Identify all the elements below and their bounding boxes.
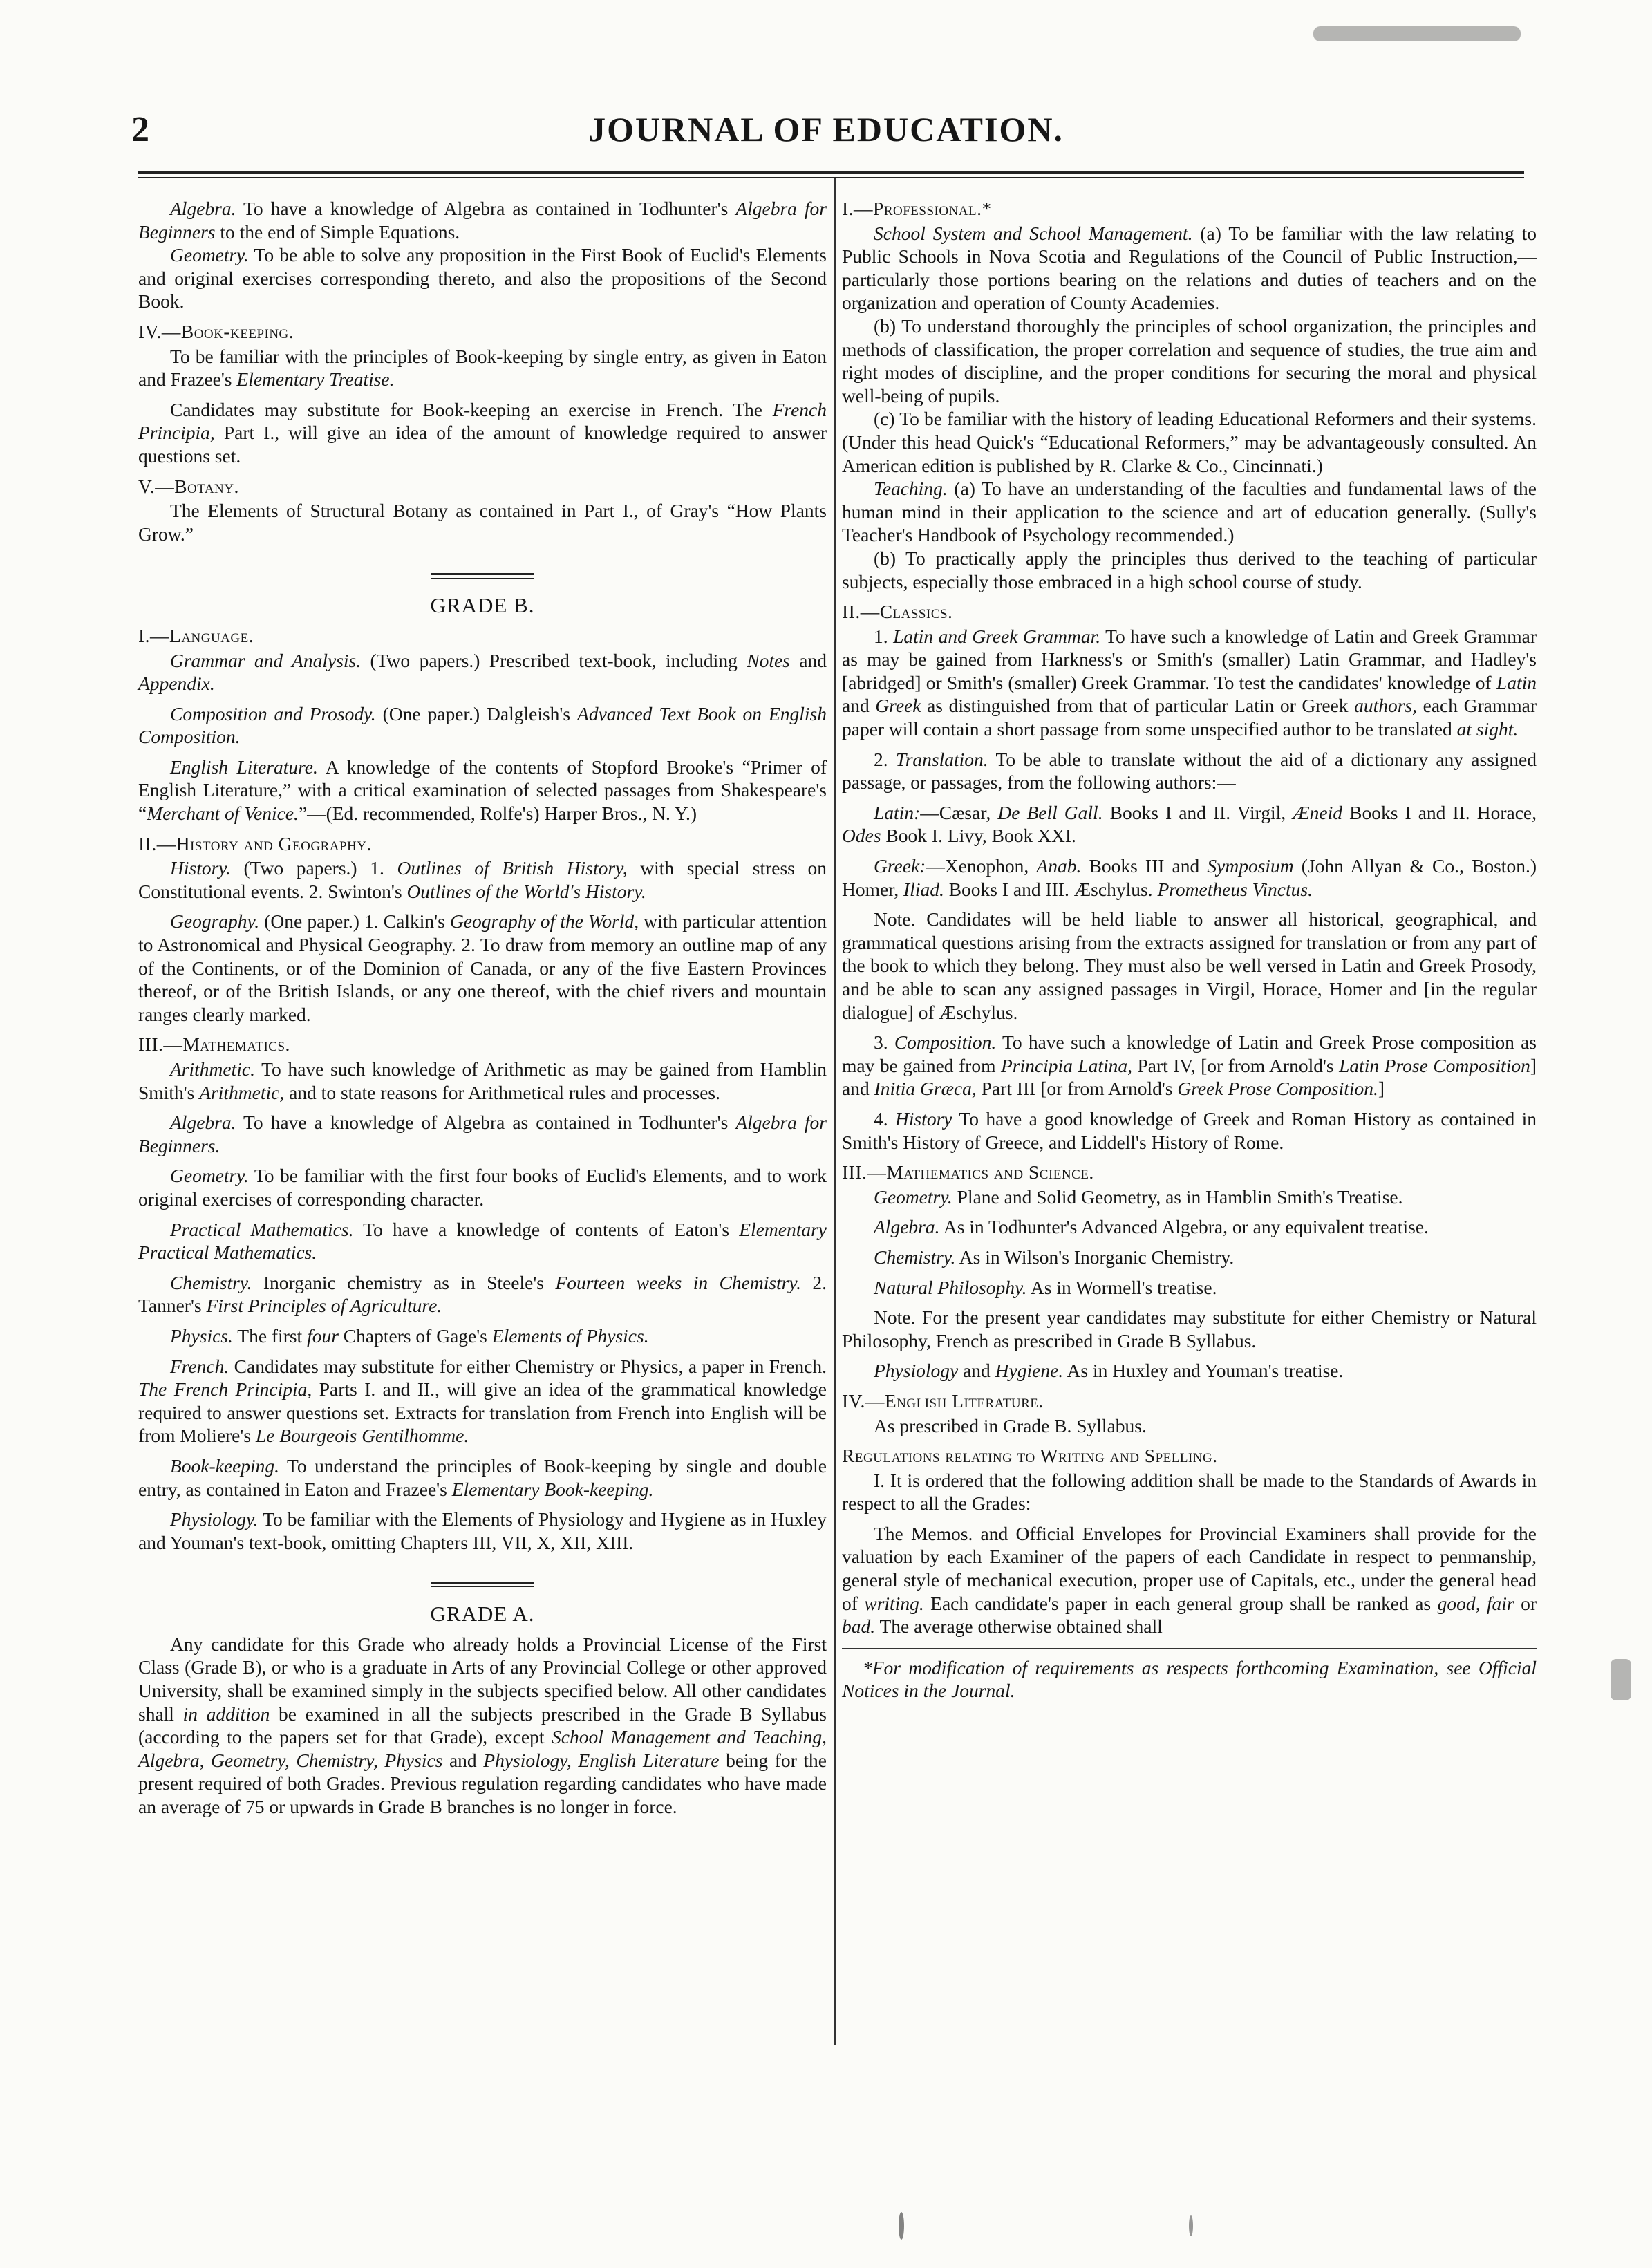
history-paragraph: History. (Two papers.) 1. Outlines of British History, with special stress on Constitutional events. 2. Swinton's Outlines of the World's History. [138, 857, 827, 902]
grammar-paragraph: Grammar and Analysis. (Two papers.) Prescribed text-book, including Notes and Appendix. [138, 649, 827, 695]
history-geography-heading: II.—History and Geography. [138, 832, 372, 854]
botany-paragraph: The Elements of Structural Botany as contained in Part I., of Gray's “How Plants Grow.” [138, 500, 827, 545]
algebra-a-paragraph: Algebra. As in Todhunter's Advanced Algebra, or any equivalent treatise. [874, 1216, 1429, 1238]
bookkeeping-b-paragraph: Book-keeping. To understand the principles of Book-keeping by single and double entry, as contained in Eaton and Frazee's Elementary Book-keeping. [138, 1454, 827, 1500]
left-column [138, 197, 827, 1819]
school-management-b: (b) To understand thoroughly the principles of school organization, the principles and methods of classification, the proper correlation and sequence of studies, the true aim and right modes of discipline, and the proper conditions for securing the moral and physical well-being of pupils. [842, 315, 1537, 406]
geometry-paragraph: Geometry. To be able to solve any proposition in the First Book of Euclid's Elements and original exercises corresponding thereto, and also the propositions of the Second Book. [138, 244, 827, 312]
section-separator [431, 573, 534, 579]
journal-title: JOURNAL OF EDUCATION. [588, 110, 1064, 149]
scan-speck [1313, 26, 1521, 41]
arithmetic-paragraph: Arithmetic. To have such knowledge of Arithmetic as may be gained from Hamblin Smith's Arithmetic, and to state reasons for Arithmetical rules and processes. [138, 1058, 827, 1103]
english-literature-paragraph: English Literature. A knowledge of the contents of Stopford Brooke's “Primer of English Literature,” with a critical examination of selected passages from Shakespeare's “Merchant of Venice.”—(Ed. recommended, Rolfe's) Harper Bros., N. Y.) [138, 756, 827, 825]
algebra-b-paragraph: Algebra. To have a knowledge of Algebra as contained in Todhunter's Algebra for Beginners. [138, 1112, 827, 1156]
grade-a-title: GRADE A. [430, 1602, 535, 1627]
professional-heading: I.—Professional.* [842, 198, 992, 219]
right-column [842, 197, 1537, 1703]
math-science-heading: III.—Mathematics and Science. [842, 1161, 1094, 1183]
teaching-b: (b) To practically apply the principles thus derived to the teaching of particular subjects, especially those embraced in a high school course of study. [842, 547, 1537, 592]
physiology-a-paragraph: Physiology and Hygiene. As in Huxley and Youman's treatise. [874, 1360, 1344, 1382]
grade-b-title: GRADE B. [430, 593, 535, 618]
grammar-paragraph: 1. Latin and Greek Grammar. To have such a knowledge of Latin and Greek Grammar as may be gained from Harkness's or Smith's (smaller) Latin Grammar, and Hadley's [abridged] or Smith's (smaller) Greek Grammar. To test the candidates' knowledge of Latin and Greek as distinguished from that of particular Latin or Greek authors, each Grammar paper will contain a short passage from some unspecified author to be translated at sight. [842, 625, 1537, 740]
geometry-a-paragraph: Geometry. Plane and Solid Geometry, as in Hamblin Smith's Treatise. [874, 1185, 1403, 1208]
page-number: 2 [131, 110, 149, 149]
english-literature-paragraph: As prescribed in Grade B. Syllabus. [874, 1414, 1147, 1436]
physiology-paragraph: Physiology. To be familiar with the Elements of Physiology and Hygiene as in Huxley and Youman's text-book, omitting Chapters III, VII, X, XII, XIII. [138, 1508, 827, 1553]
header-rule [138, 171, 1524, 174]
bookkeeping-heading: IV.—Book-keeping. [138, 320, 294, 342]
composition-paragraph: Composition and Prosody. (One paper.) Dalgleish's Advanced Text Book on English Composition. [138, 702, 827, 748]
chemistry-a-paragraph: Chemistry. As in Wilson's Inorganic Chemistry. [874, 1246, 1235, 1268]
history-paragraph: 4. History To have a good knowledge of Greek and Roman History as contained in Smith's History of Greece, and Liddell's History of Rome. [842, 1107, 1537, 1153]
bookkeeping-paragraph: To be familiar with the principles of Book-keeping by single entry, as given in Eaton and Frazee's Elementary Treatise. [138, 345, 827, 391]
bookkeeping-french-paragraph: Candidates may substitute for Book-keeping an exercise in French. The French Principia, Part I., will give an idea of the amount of knowledge required to answer questions set. [138, 398, 827, 467]
school-management-c: (c) To be familiar with the history of leading Educational Reformers and their systems. (Under this head Quick's “Educational Reformers,” may be advantageously consulted. An American edition is published by R. Clarke & Co., Cincinnati.) [842, 408, 1537, 476]
science-note-paragraph: Note. For the present year candidates may substitute for either Chemistry or Natural Philosophy, French as prescribed in Grade B Syllabus. [842, 1306, 1537, 1351]
practical-math-paragraph: Practical Mathematics. To have a knowledge of contents of Eaton's Elementary Practical Mathematics. [138, 1218, 827, 1264]
scan-speck [1611, 1659, 1631, 1700]
latin-authors-paragraph: Latin:—Cæsar, De Bell Gall. Books I and II. Virgil, Æneid Books I and II. Horace, Odes Book I. Livy, Book XXI. [842, 801, 1537, 847]
geography-paragraph: Geography. (One paper.) 1. Calkin's Geography of the World, with particular attention to Astronomical and Physical Geography. 2. To draw from memory an outline map of any of the Continents, or of the Dominion of Canada, or any of the five Eastern Provinces thereof, or of the British Islands, or any one thereof, with the chief rivers and mountain ranges clearly marked. [138, 910, 827, 1025]
geometry-b-paragraph: Geometry. To be familiar with the first four books of Euclid's Elements, and to work original exercises of corresponding character. [138, 1165, 827, 1210]
grade-a-paragraph: Any candidate for this Grade who already holds a Provincial License of the First Class (Grade B), or who is a graduate in Arts of any Provincial College or other approved University, shall be examined simply in the subjects specified below. All other candidates shall in addition be examined in all the subjects prescribed in the Grade B Syllabus (according to the papers set for that Grade), except School Management and Teaching, Algebra, Geometry, Chemistry, Physics and Physiology, English Literature being for the present required of both Grades. Previous regulation regarding candidates who have made an average of 75 or upwards in Grade B branches is no longer in force. [138, 1633, 827, 1818]
footnote: *For modification of requirements as respects forthcoming Examination, see Official Notices in the Journal. [842, 1648, 1537, 1703]
regulations-paragraph-2: The Memos. and Official Envelopes for Provincial Examiners shall provide for the valuation by each Examiner of the papers of each Candidate in respect to penmanship, general style of mechanical execution, proper use of Capitals, etc., under the general head of writing. Each candidate's paper in each general group shall be ranked as good, fair or bad. The average otherwise obtained shall [842, 1522, 1537, 1638]
french-paragraph: French. Candidates may substitute for either Chemistry or Physics, a paper in French. The French Principia, Parts I. and II., will give an idea of the grammatical knowledge required to answer questions set. Extracts for translation from French into English will be from Moliere's Le Bourgeois Gentilhomme. [138, 1355, 827, 1447]
section-separator [431, 1582, 534, 1587]
language-heading: I.—Language. [138, 624, 254, 646]
regulations-heading: Regulations relating to Writing and Spelling. [842, 1445, 1218, 1467]
english-literature-heading: IV.—English Literature. [842, 1389, 1044, 1412]
translation-paragraph: 2. Translation. To be able to translate without the aid of a dictionary any assigned passage, or passages, from the following authors:— [842, 748, 1537, 794]
physics-paragraph: Physics. The first four Chapters of Gage's Elements of Physics. [170, 1324, 649, 1347]
mathematics-heading: III.—Mathematics. [138, 1033, 290, 1056]
regulations-paragraph-1: I. It is ordered that the following addition shall be made to the Standards of Awards in respect to all the Grades: [842, 1469, 1537, 1515]
botany-heading: V.—Botany. [138, 475, 239, 497]
natural-philosophy-paragraph: Natural Philosophy. As in Wormell's treatise. [874, 1276, 1217, 1298]
scan-speck [899, 2212, 904, 2240]
algebra-paragraph: Algebra. To have a knowledge of Algebra as contained in Todhunter's Algebra for Beginners to the end of Simple Equations. [138, 198, 827, 243]
school-management-paragraph: School System and School Management. (a) To be familiar with the law relating to Public Schools in Nova Scotia and Regulations of the Council of Public Instruction,—particularly those portions bearing on the relations and duties of teachers and on the organization and operation of County Academies. [842, 222, 1537, 314]
classics-note-paragraph: Note. Candidates will be held liable to answer all historical, geographical, and grammatical questions arising from the extracts assigned for translation or from any part of the book to which they belong. They must also be well versed in Latin and Greek Prosody, and be able to scan any assigned passages in Virgil, Horace, Homer and [in the regular dialogue] of Æschylus. [842, 908, 1537, 1023]
teaching-paragraph: Teaching. (a) To have an understanding of the faculties and fundamental laws of the human mind in their application to the science and art of education generally. (Sully's Teacher's Handbook of Psychology recommended.) [842, 478, 1537, 546]
classics-heading: II.—Classics. [842, 601, 953, 623]
composition-paragraph: 3. Composition. To have such a knowledge of Latin and Greek Prose composition as may be gained from Principia Latina, Part IV, [or from Arnold's Latin Prose Composition] and Initia Græca, Part III [or from Arnold's Greek Prose Composition.] [842, 1031, 1537, 1100]
column-divider [834, 178, 836, 2045]
chemistry-paragraph: Chemistry. Inorganic chemistry as in Steele's Fourteen weeks in Chemistry. 2. Tanner's First Principles of Agriculture. [138, 1271, 827, 1317]
greek-authors-paragraph: Greek:—Xenophon, Anab. Books III and Symposium (John Allyan & Co., Boston.) Homer, Iliad. Books I and III. Æschylus. Prometheus Vinctus. [842, 855, 1537, 900]
header-rule-thin [138, 177, 1524, 178]
scan-speck [1189, 2215, 1193, 2236]
